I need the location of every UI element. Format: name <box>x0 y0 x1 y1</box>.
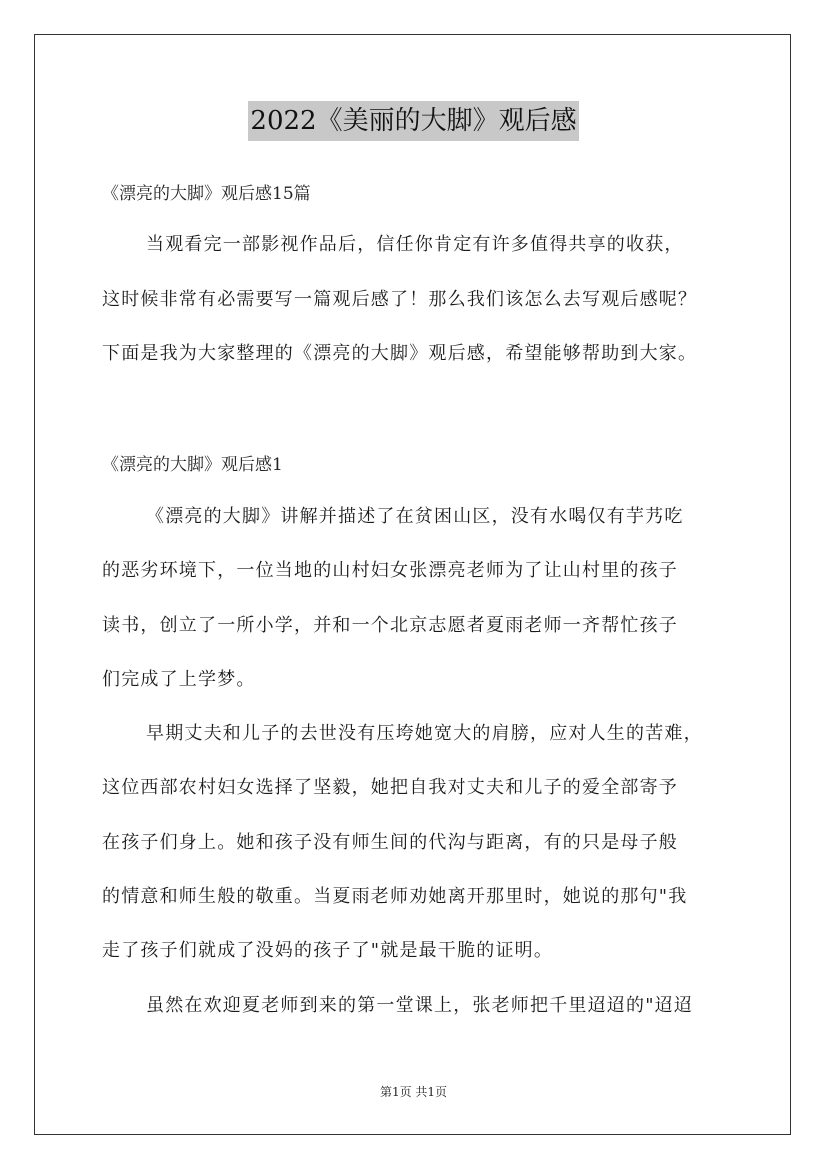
intro-line-2: 这时候非常有必需要写一篇观后感了！那么我们该怎么去写观后感呢？ <box>102 289 698 310</box>
para1-line-1: 《漂亮的大脚》讲解并描述了在贫困山区，没有水喝仅有芋艿吃 <box>146 506 684 527</box>
para1-line-3: 读书，创立了一所小学，并和一个北京志愿者夏雨老师一齐帮忙孩子 <box>102 615 678 636</box>
para2-line-2: 这位西部农村妇女选择了坚毅，她把自我对丈夫和儿子的爱全部寄予 <box>102 777 678 798</box>
para2-line-1: 早期丈夫和儿子的去世没有压垮她宽大的肩膀，应对人生的苦难， <box>146 723 703 744</box>
title-wrap <box>0 101 827 141</box>
page-footer: 第1页 共1页 <box>379 1085 448 1099</box>
section-heading: 《漂亮的大脚》观后感1 <box>102 455 283 475</box>
para3-line-1: 虽然在欢迎夏老师到来的第一堂课上，张老师把千里迢迢的"迢迢 <box>146 995 694 1016</box>
intro-line-1: 当观看完一部影视作品后，信任你肯定有许多值得共享的收获， <box>146 234 684 255</box>
para1-line-2: 的恶劣环境下，一位当地的山村妇女张漂亮老师为了让山村里的孩子 <box>102 560 678 581</box>
para2-line-4: 的情意和师生般的敬重。当夏雨老师劝她离开那里时，她说的那句"我 <box>102 886 688 907</box>
para2-line-3: 在孩子们身上。她和孩子没有师生间的代沟与距离，有的只是母子般 <box>102 832 678 853</box>
document-title: 2022《美丽的大脚》观后感 <box>248 101 578 141</box>
para2-line-5: 走了孩子们就成了没妈的孩子了"就是最干脆的证明。 <box>102 940 554 961</box>
para1-line-4: 们完成了上学梦。 <box>102 669 256 690</box>
intro-line-3: 下面是我为大家整理的《漂亮的大脚》观后感，希望能够帮助到大家。 <box>102 343 698 364</box>
main-heading: 《漂亮的大脚》观后感15篇 <box>102 184 311 204</box>
